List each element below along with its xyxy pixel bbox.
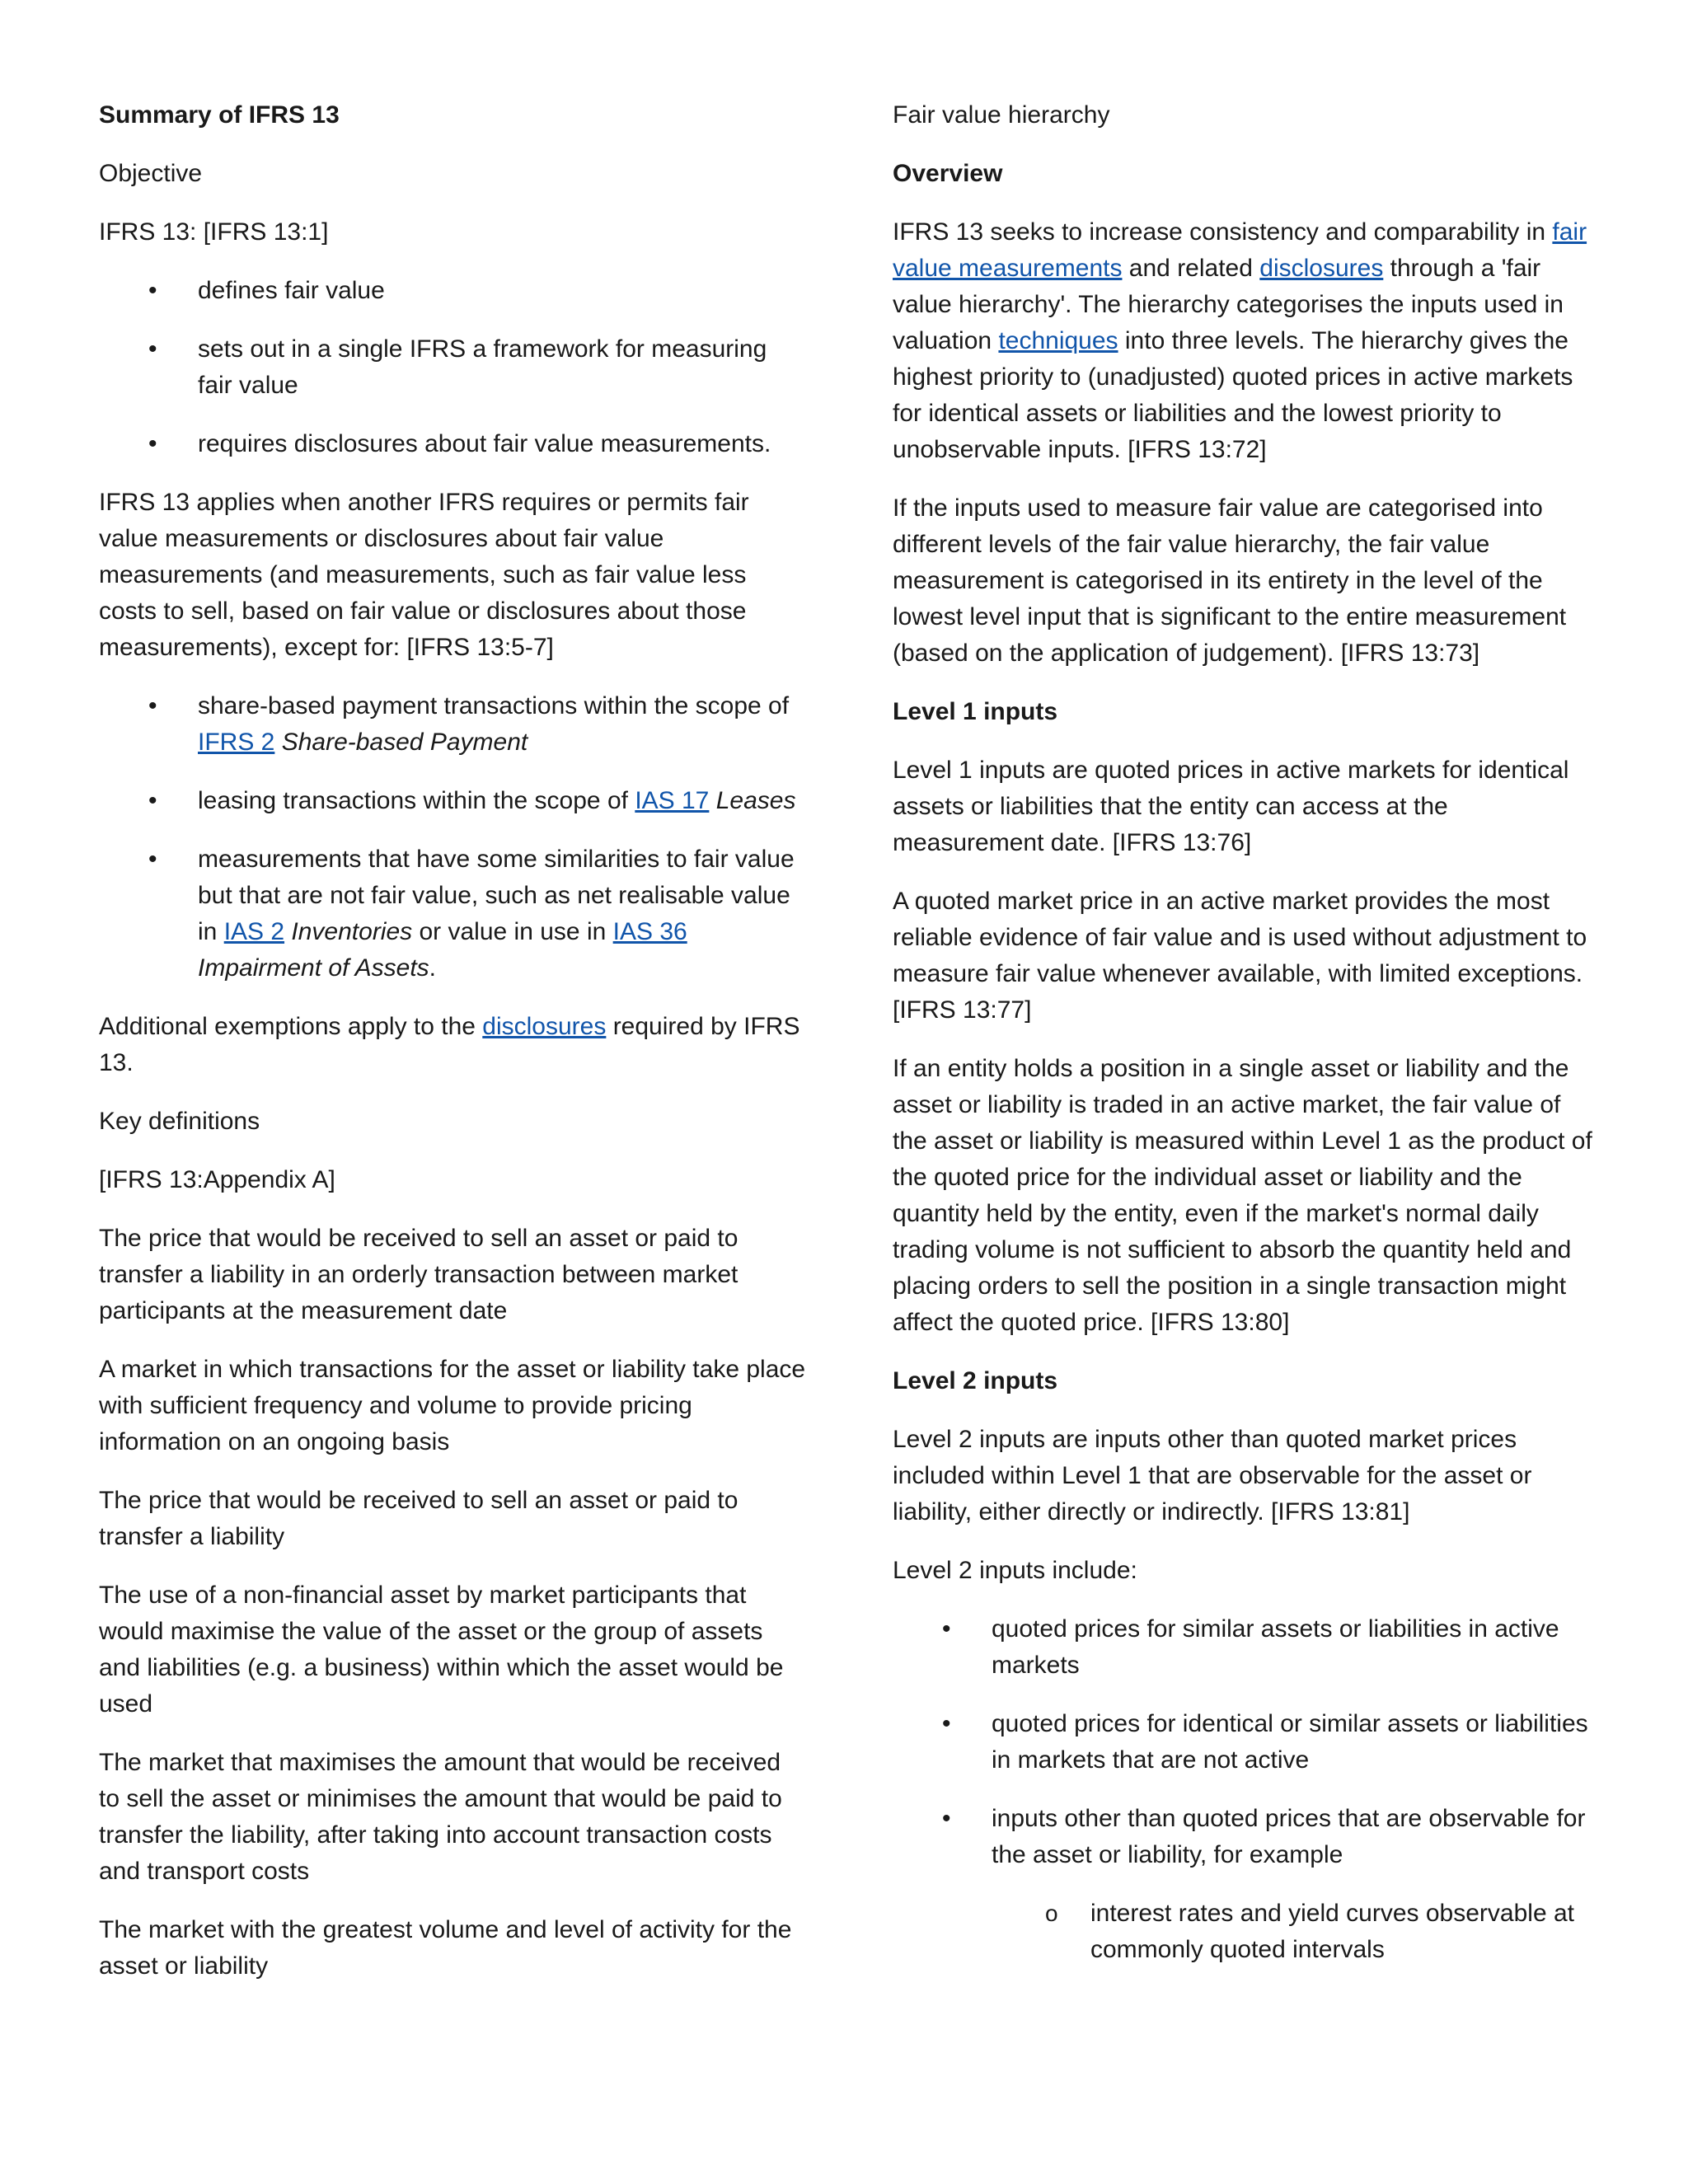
list-item: • share-based payment transactions within the scope of IFRS 2 Share-based Payment <box>99 688 808 761</box>
level-1-heading: Level 1 inputs <box>893 698 1058 725</box>
level-1-paragraph: Level 1 inputs are quoted prices in active markets for identical assets or liabilities that the entity can access at the measurement date. [IFRS 13:76] <box>893 757 1569 856</box>
ifrs-reference: IFRS 13: [IFRS 13:1] <box>99 218 329 246</box>
level-2-list <box>893 1611 1597 1873</box>
level-1-paragraph: If an entity holds a position in a single asset or liability and the asset or liability is traded in an active market, the fair value of the asset or liability is measured within Level 1 as the product of the quoted price for the individual asset or liability and the quantity held by the entity, even if the market's normal daily trading volume is not sufficient to absorb the quantity held and placing orders to sell the position in a single transaction might affect the quoted price. [IFRS 13:80] <box>893 1055 1592 1336</box>
level-2-sub-list <box>893 1896 1597 1968</box>
list-item: • inputs other than quoted prices that are observable for the asset or liability, for example <box>893 1801 1597 1873</box>
techniques-link[interactable]: techniques <box>998 327 1118 354</box>
definition-paragraph: The price that would be received to sell an asset or paid to transfer a liability in an orderly transaction between market participants at the measurement date <box>99 1225 738 1324</box>
ias-17-link[interactable]: IAS 17 <box>635 787 710 814</box>
additional-exemptions: Additional exemptions apply to the disclosures required by IFRS 13. <box>99 1013 800 1076</box>
definition-paragraph: The market that maximises the amount that would be received to sell the asset or minimises the amount that would be paid to transfer the liability, after taking into account transaction costs and transport costs <box>99 1749 782 1885</box>
scope-paragraph: IFRS 13 applies when another IFRS requires or permits fair value measurements or disclosures about fair value measurements (and measurements, such as fair value less costs to sell, based on fair value or disclosures about those measurements), except for: [IFRS 13:5-7] <box>99 489 749 661</box>
list-item: • requires disclosures about fair value measurements. <box>99 426 808 462</box>
hierarchy-heading: Fair value hierarchy <box>893 101 1110 129</box>
overview-paragraph: IFRS 13 seeks to increase consistency and comparability in fair value measurements and related disclosures through a 'fair value hierarchy'. The hierarchy categorises the inputs used in valuation techniques into three levels. The hierarchy gives the highest priority to (unadjusted) quoted prices in active markets for identical assets or liabilities and the lowest priority to unobservable inputs. [IFRS 13:72] <box>893 218 1587 463</box>
list-item: • quoted prices for identical or similar assets or liabilities in markets that are not active <box>893 1706 1597 1779</box>
list-item: • defines fair value <box>99 273 808 309</box>
level-2-paragraph: Level 2 inputs are inputs other than quoted market prices included within Level 1 that are observable for the asset or liability, either directly or indirectly. [IFRS 13:81] <box>893 1426 1532 1526</box>
disclosures-link[interactable]: disclosures <box>1259 255 1384 282</box>
definition-paragraph: The use of a non-financial asset by market participants that would maximise the value of the asset or the group of assets and liabilities (e.g. a business) within which the asset would be used <box>99 1582 784 1718</box>
overview-heading: Overview <box>893 160 1003 187</box>
list-item: • quoted prices for similar assets or liabilities in active markets <box>893 1611 1597 1684</box>
list-item: o interest rates and yield curves observable at commonly quoted intervals <box>893 1896 1597 1968</box>
left-column <box>99 97 808 2007</box>
list-item: • sets out in a single IFRS a framework for measuring fair value <box>99 331 808 404</box>
fair-value-measurements-link[interactable]: fair value measurements <box>893 218 1587 282</box>
ias-2-link[interactable]: IAS 2 <box>223 918 285 945</box>
definition-paragraph: The market with the greatest volume and level of activity for the asset or liability <box>99 1916 792 1980</box>
list-item: • leasing transactions within the scope of IAS 17 Leases <box>99 783 808 819</box>
right-column <box>893 97 1597 1990</box>
exceptions-list <box>99 688 808 987</box>
level-2-heading: Level 2 inputs <box>893 1367 1058 1394</box>
level-2-include: Level 2 inputs include: <box>893 1557 1137 1584</box>
appendix-reference: [IFRS 13:Appendix A] <box>99 1166 335 1193</box>
definition-paragraph: A market in which transactions for the asset or liability take place with sufficient frequency and volume to provide pricing information on an ongoing basis <box>99 1356 806 1455</box>
key-definitions-heading: Key definitions <box>99 1108 260 1135</box>
disclosures-link[interactable]: disclosures <box>482 1013 607 1040</box>
level-1-paragraph: A quoted market price in an active market provides the most reliable evidence of fair value and is used without adjustment to measure fair value whenever available, with limited exceptions. [IFRS 13:77] <box>893 888 1587 1024</box>
list-item: • measurements that have some similarities to fair value but that are not fair value, such as net realisable value in IAS 2 Inventories or value in use in IAS 36 Impairment of Assets. <box>99 841 808 987</box>
definition-paragraph: The price that would be received to sell an asset or paid to transfer a liability <box>99 1487 738 1550</box>
document-title: Summary of IFRS 13 <box>99 101 340 129</box>
ias-36-link[interactable]: IAS 36 <box>612 918 687 945</box>
objective-heading: Objective <box>99 160 203 187</box>
inputs-paragraph: If the inputs used to measure fair value are categorised into different levels of the fair value hierarchy, the fair value measurement is categorised in its entirety in the level of the lowest level input that is significant to the entire measurement (based on the application of judgement). [IFRS 13:73] <box>893 494 1567 667</box>
objectives-list <box>99 273 808 462</box>
ifrs-2-link[interactable]: IFRS 2 <box>198 729 275 756</box>
